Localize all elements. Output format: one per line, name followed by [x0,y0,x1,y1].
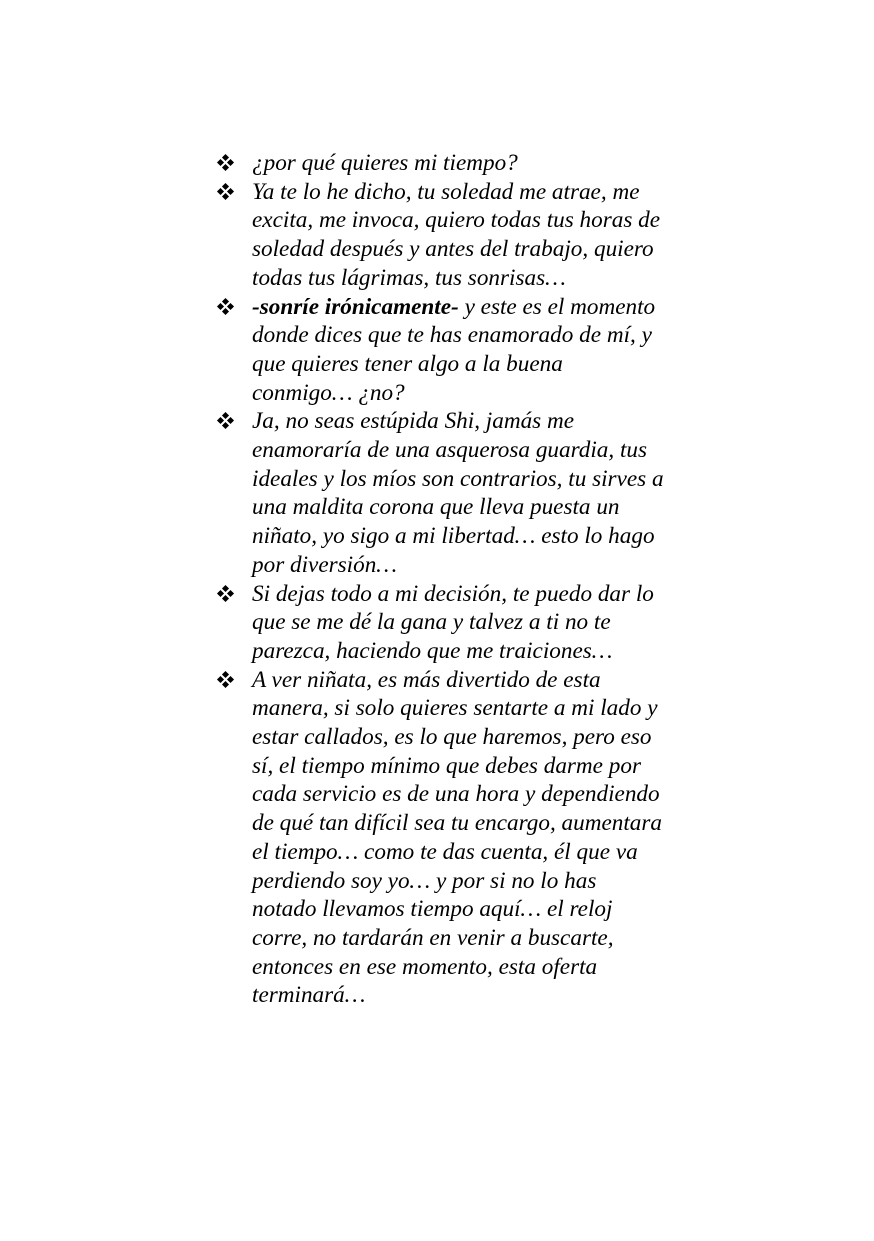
dialogue-text: A ver niñata, es más divertido de esta manera, si solo quieres sentarte a mi lado y estar callados, es lo que haremos, pero eso sí, el tiempo mínimo que debes darme por cada servicio es de una hora y dependiendo de qué tan difícil sea tu encargo, aumentara el tiempo… como te das cuenta, él que va perdiendo soy yo… y por si no lo has notado llevamos tiempo aquí… el reloj corre, no tardarán en venir a buscarte, entonces en ese momento, esta oferta terminará… [252,666,663,1009]
stage-direction: -sonríe irónicamente- [252,293,459,320]
dialogue-text: Ja, no seas estúpida Shi, jamás me enamoraría de una asquerosa guardia, tus ideales y los míos son contrarios, tu sirves a una maldita corona que lleva puesta un niñato, yo sigo a mi libertad… esto lo hago por diversión… [252,408,664,578]
dialogue-item [216,178,706,293]
dialogue-text: Ya te lo he dicho, tu soledad me atrae, me excita, me invoca, quiero todas tus horas de soledad después y antes del trabajo, quiero todas tus lágrimas, tus sonrisas… [252,178,661,291]
dialogue-item [216,666,706,1010]
dialogue-text: Si dejas todo a mi decisión, te puedo dar lo que se me dé la gana y talvez a ti no te parezca, haciendo que me traiciones… [252,580,654,664]
four-diamond-bullet-icon [217,299,233,315]
dialogue-item [216,149,706,178]
dialogue-list [216,149,706,1010]
dialogue-text: ¿por qué quieres mi tiempo? [252,150,518,176]
four-diamond-bullet-icon [217,413,233,429]
dialogue-item [216,580,706,666]
dialogue-item [216,293,706,408]
four-diamond-bullet-icon [217,155,233,171]
dialogue-text: y este es el momento donde dices que te has enamorado de mí, y que quieres tener algo a la buena conmigo… ¿no? [252,293,656,406]
four-diamond-bullet-icon [217,586,233,602]
dialogue-item [216,407,706,579]
four-diamond-bullet-icon [217,184,233,200]
four-diamond-bullet-icon [217,672,233,688]
